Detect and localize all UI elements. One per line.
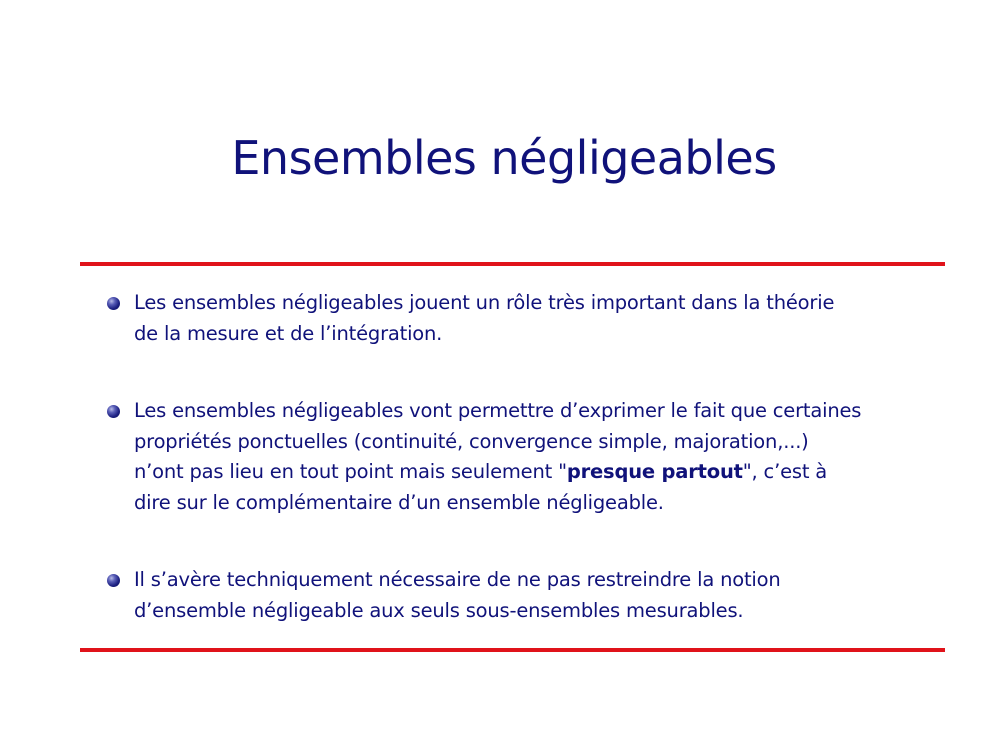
emphasis-text: presque partout xyxy=(566,460,743,483)
bullet-line: propriétés ponctuelles (continuité, convergence simple, majoration,...) xyxy=(134,429,809,453)
top-divider xyxy=(80,262,945,266)
bottom-divider xyxy=(80,648,945,652)
bullet-item xyxy=(134,288,934,349)
bullet-item xyxy=(134,396,934,518)
bullet-line: Il s’avère techniquement nécessaire de ne pas restreindre la notion xyxy=(134,568,781,591)
bullet-line: Les ensembles négligeables vont permettre d’exprimer le fait que certaines xyxy=(134,399,862,422)
bullet-line: de la mesure et de l’intégration. xyxy=(134,321,443,345)
ball-bullet-icon xyxy=(107,297,120,310)
bullet-line: dire sur le complémentaire d’un ensemble négligeable. xyxy=(134,490,664,514)
ball-bullet-icon xyxy=(107,405,120,418)
ball-bullet-icon xyxy=(107,574,120,587)
bullet-line: d’ensemble négligeable aux seuls sous-ensembles mesurables. xyxy=(134,598,744,622)
bullet-item xyxy=(134,565,934,626)
bullet-line: Les ensembles négligeables jouent un rôle très important dans la théorie xyxy=(134,291,835,314)
bullet-text: ", c’est à xyxy=(742,460,828,483)
bullet-text: n’ont pas lieu en tout point mais seulement " xyxy=(134,460,567,483)
slide-title: Ensembles négligeables xyxy=(231,131,777,185)
bullet-line-with-emphasis xyxy=(134,457,934,488)
